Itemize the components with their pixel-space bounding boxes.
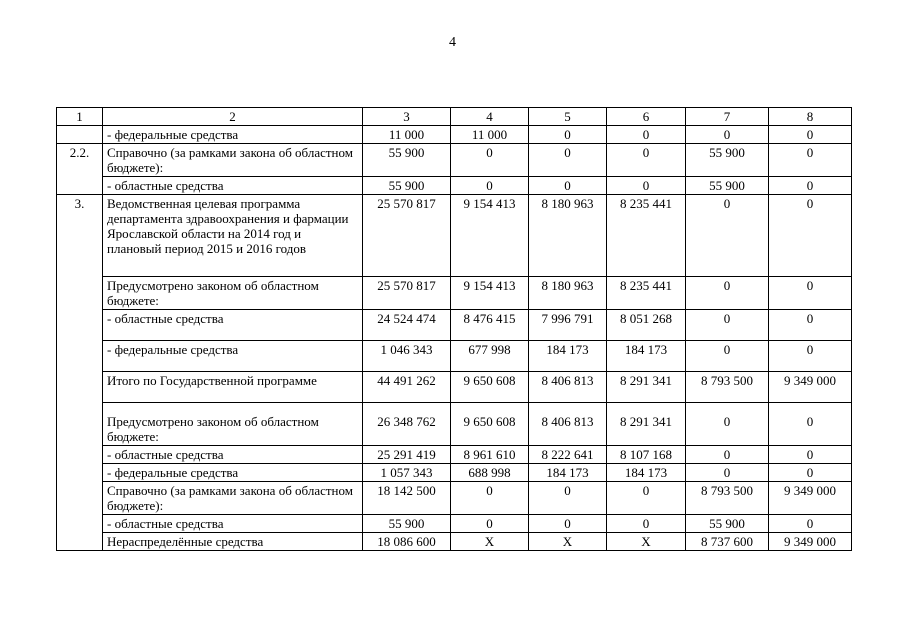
- table-row: [57, 464, 852, 482]
- row-name: Ведомственная целевая программа департамента здравоохранения и фармации Ярославской области на 2014 год и плановый период 2015 и 2016 годов: [103, 195, 363, 277]
- cell-col-7: 55 900: [686, 144, 769, 177]
- row-name: - областные средства: [103, 515, 363, 533]
- cell-col-4: 688 998: [451, 464, 529, 482]
- cell-col-6: 8 051 268: [607, 310, 686, 341]
- table-row: [57, 126, 852, 144]
- cell-col-8: 0: [769, 446, 852, 464]
- table-header-row: [57, 108, 852, 126]
- row-number: [57, 126, 103, 144]
- table-row: [57, 482, 852, 515]
- row-name: - федеральные средства: [103, 464, 363, 482]
- cell-col-7: 0: [686, 126, 769, 144]
- cell-col-5: 8 406 813: [529, 372, 607, 403]
- cell-col-3: 55 900: [363, 515, 451, 533]
- table-row: [57, 341, 852, 372]
- cell-col-8: 0: [769, 126, 852, 144]
- cell-col-4: 8 476 415: [451, 310, 529, 341]
- cell-col-8: 0: [769, 515, 852, 533]
- cell-col-7: 55 900: [686, 515, 769, 533]
- cell-col-6: 0: [607, 144, 686, 177]
- cell-col-5: 184 173: [529, 341, 607, 372]
- table-row: [57, 310, 852, 341]
- cell-col-7: 0: [686, 310, 769, 341]
- cell-col-4: 9 154 413: [451, 277, 529, 310]
- row-number: [57, 482, 103, 515]
- cell-col-3: 25 570 817: [363, 277, 451, 310]
- cell-col-4: 9 650 608: [451, 372, 529, 403]
- row-name: Итого по Государственной программе: [103, 372, 363, 403]
- cell-col-6: 0: [607, 126, 686, 144]
- row-name: - федеральные средства: [103, 126, 363, 144]
- table-row: [57, 403, 852, 446]
- cell-col-3: 24 524 474: [363, 310, 451, 341]
- cell-col-5: 0: [529, 482, 607, 515]
- row-number: [57, 372, 103, 403]
- cell-col-7: 0: [686, 446, 769, 464]
- cell-col-6: 8 235 441: [607, 277, 686, 310]
- cell-col-4: 0: [451, 177, 529, 195]
- cell-col-7: 8 793 500: [686, 372, 769, 403]
- cell-col-6: 0: [607, 177, 686, 195]
- cell-col-3: 1 046 343: [363, 341, 451, 372]
- cell-col-5: 0: [529, 177, 607, 195]
- row-number: [57, 464, 103, 482]
- cell-col-4: 8 961 610: [451, 446, 529, 464]
- cell-col-3: 18 142 500: [363, 482, 451, 515]
- cell-col-6: 8 291 341: [607, 372, 686, 403]
- column-header: 4: [451, 108, 529, 126]
- cell-col-5: 8 222 641: [529, 446, 607, 464]
- cell-col-6: 184 173: [607, 464, 686, 482]
- row-name: Нераспределённые средства: [103, 533, 363, 551]
- cell-col-3: 25 291 419: [363, 446, 451, 464]
- column-header: 1: [57, 108, 103, 126]
- cell-col-8: 9 349 000: [769, 533, 852, 551]
- cell-col-8: 0: [769, 464, 852, 482]
- cell-col-3: 25 570 817: [363, 195, 451, 277]
- table-row: [57, 177, 852, 195]
- cell-col-8: 0: [769, 144, 852, 177]
- cell-col-4: 677 998: [451, 341, 529, 372]
- cell-col-8: 0: [769, 403, 852, 446]
- row-name: - областные средства: [103, 310, 363, 341]
- cell-col-8: 0: [769, 277, 852, 310]
- cell-col-8: 0: [769, 177, 852, 195]
- row-name: Предусмотрено законом об областном бюджете:: [103, 277, 363, 310]
- row-number: [57, 403, 103, 446]
- cell-col-3: 26 348 762: [363, 403, 451, 446]
- cell-col-5: Х: [529, 533, 607, 551]
- row-number: [57, 446, 103, 464]
- cell-col-3: 55 900: [363, 177, 451, 195]
- cell-col-6: 8 291 341: [607, 403, 686, 446]
- column-header: 7: [686, 108, 769, 126]
- cell-col-5: 0: [529, 126, 607, 144]
- column-header: 2: [103, 108, 363, 126]
- cell-col-7: 8 737 600: [686, 533, 769, 551]
- cell-col-5: 7 996 791: [529, 310, 607, 341]
- cell-col-6: Х: [607, 533, 686, 551]
- cell-col-5: 0: [529, 515, 607, 533]
- row-number: [57, 310, 103, 341]
- cell-col-4: 0: [451, 515, 529, 533]
- column-header: 6: [607, 108, 686, 126]
- cell-col-7: 0: [686, 195, 769, 277]
- column-header: 5: [529, 108, 607, 126]
- row-number: [57, 533, 103, 551]
- cell-col-4: 0: [451, 144, 529, 177]
- cell-col-5: 8 180 963: [529, 195, 607, 277]
- table-row: [57, 144, 852, 177]
- cell-col-5: 0: [529, 144, 607, 177]
- cell-col-3: 18 086 600: [363, 533, 451, 551]
- cell-col-5: 184 173: [529, 464, 607, 482]
- cell-col-6: 0: [607, 515, 686, 533]
- row-number: 2.2.: [57, 144, 103, 177]
- table-row: [57, 277, 852, 310]
- cell-col-4: Х: [451, 533, 529, 551]
- cell-col-4: 11 000: [451, 126, 529, 144]
- cell-col-3: 55 900: [363, 144, 451, 177]
- row-number: [57, 515, 103, 533]
- table-row: [57, 515, 852, 533]
- cell-col-3: 44 491 262: [363, 372, 451, 403]
- cell-col-8: 0: [769, 195, 852, 277]
- cell-col-7: 8 793 500: [686, 482, 769, 515]
- row-number: [57, 177, 103, 195]
- cell-col-7: 55 900: [686, 177, 769, 195]
- table-row: [57, 372, 852, 403]
- cell-col-6: 8 107 168: [607, 446, 686, 464]
- cell-col-6: 0: [607, 482, 686, 515]
- cell-col-7: 0: [686, 277, 769, 310]
- column-header: 3: [363, 108, 451, 126]
- cell-col-6: 8 235 441: [607, 195, 686, 277]
- cell-col-8: 0: [769, 310, 852, 341]
- cell-col-7: 0: [686, 464, 769, 482]
- row-name: - областные средства: [103, 177, 363, 195]
- table-row: [57, 195, 852, 277]
- cell-col-5: 8 406 813: [529, 403, 607, 446]
- cell-col-3: 11 000: [363, 126, 451, 144]
- cell-col-4: 0: [451, 482, 529, 515]
- page-number: 4: [449, 35, 456, 50]
- row-number: [57, 277, 103, 310]
- cell-col-4: 9 650 608: [451, 403, 529, 446]
- cell-col-3: 1 057 343: [363, 464, 451, 482]
- cell-col-4: 9 154 413: [451, 195, 529, 277]
- row-number: 3.: [57, 195, 103, 277]
- column-header: 8: [769, 108, 852, 126]
- cell-col-7: 0: [686, 403, 769, 446]
- row-name: - федеральные средства: [103, 341, 363, 372]
- row-name: - областные средства: [103, 446, 363, 464]
- budget-table: [56, 107, 852, 551]
- cell-col-8: 9 349 000: [769, 372, 852, 403]
- table-row: [57, 533, 852, 551]
- row-number: [57, 341, 103, 372]
- cell-col-8: 9 349 000: [769, 482, 852, 515]
- cell-col-6: 184 173: [607, 341, 686, 372]
- cell-col-7: 0: [686, 341, 769, 372]
- row-name: Предусмотрено законом об областном бюджете:: [103, 403, 363, 446]
- row-name: Справочно (за рамками закона об областном бюджете):: [103, 482, 363, 515]
- row-name: Справочно (за рамками закона об областном бюджете):: [103, 144, 363, 177]
- cell-col-5: 8 180 963: [529, 277, 607, 310]
- table-row: [57, 446, 852, 464]
- cell-col-8: 0: [769, 341, 852, 372]
